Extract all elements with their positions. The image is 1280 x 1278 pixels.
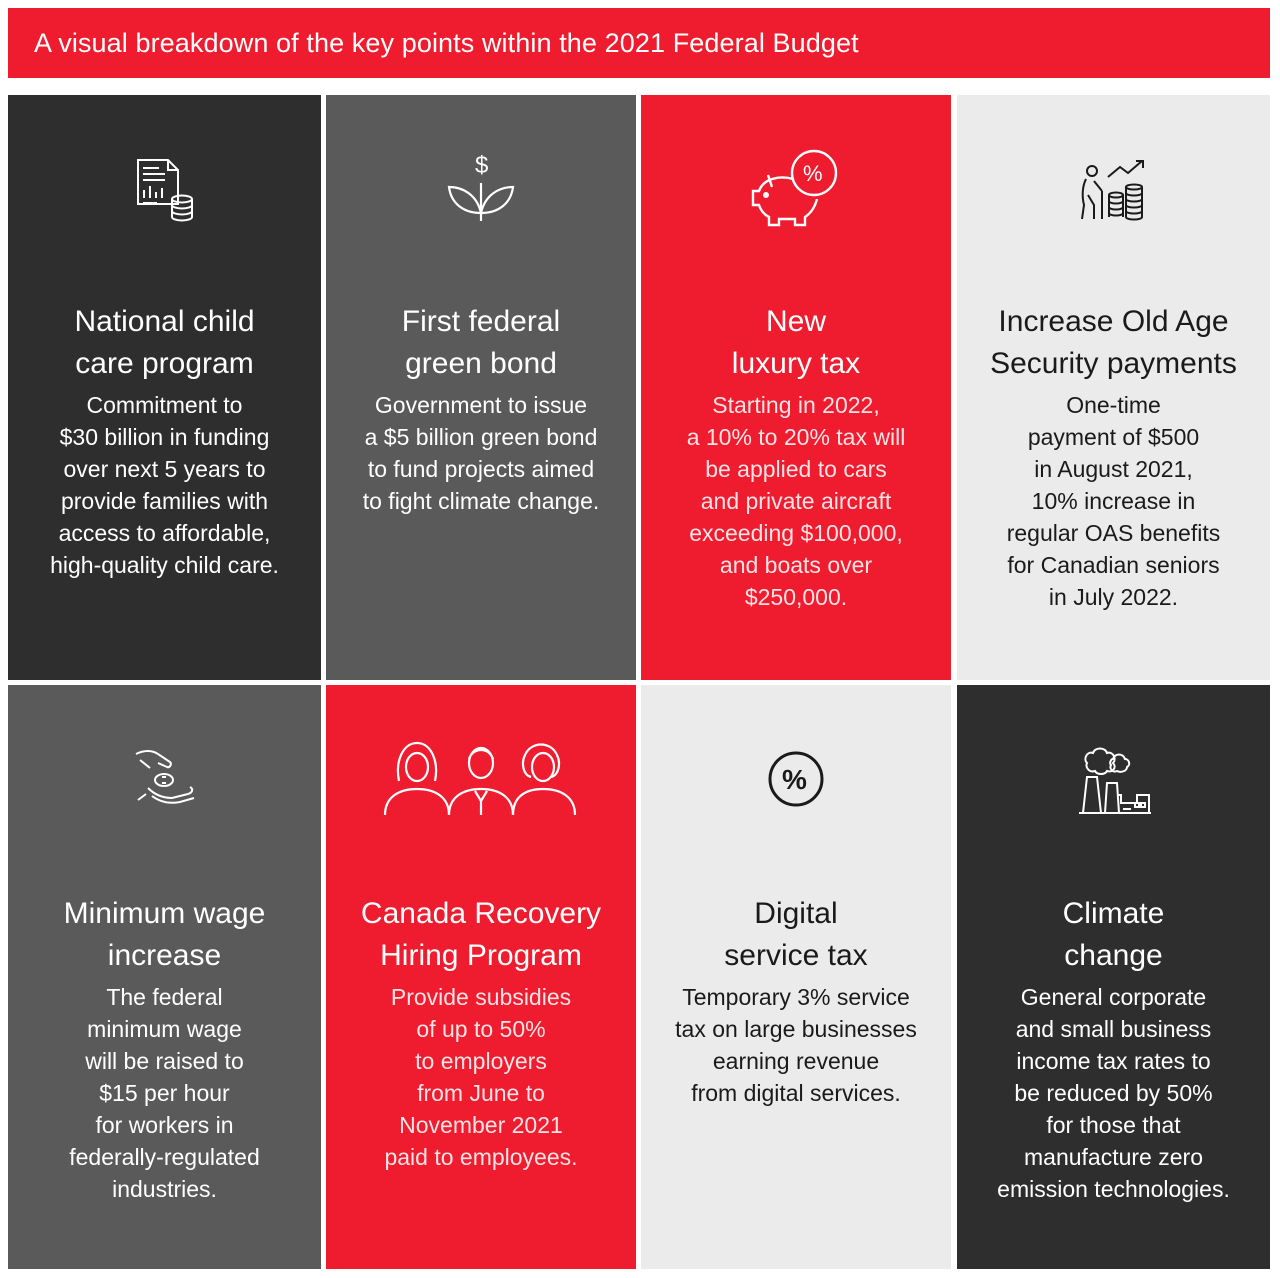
money-plant-icon [446, 139, 516, 239]
report-coins-icon [134, 139, 196, 239]
svg-text:%: % [782, 764, 807, 795]
tile-title: First federal green bond [401, 305, 561, 380]
header-banner [8, 8, 1270, 78]
tile-old-age-security [957, 95, 1270, 680]
tile-description: Temporary 3% service tax on large businesses earning revenue from digital services. [675, 984, 917, 1106]
tile-title: Digital service tax [724, 897, 868, 972]
tile-description: Commitment to $30 billion in funding over next 5 years to provide families with access to affordable, high-quality child care. [50, 392, 279, 578]
tile-climate-change [957, 685, 1270, 1269]
tile-description: One-time payment of $500 in August 2021, 10% increase in regular OAS benefits for Canadian seniors in July 2022. [1006, 392, 1221, 610]
tile-green-bond [326, 95, 636, 680]
tile-recovery-hiring [326, 685, 636, 1269]
tile-title: Increase Old Age Security payments [990, 305, 1237, 380]
tile-minimum-wage [8, 685, 321, 1269]
piggy-bank-percent-icon [750, 139, 842, 239]
tile-title: Climate change [1062, 897, 1165, 972]
tile-luxury-tax [641, 95, 951, 680]
tile-description: General corporate and small business income tax rates to be reduced by 50% for those that manufacture zero emission technologies. [997, 984, 1230, 1202]
tile-description: The federal minimum wage will be raised to $15 per hour for workers in federally-regulated industries. [69, 984, 260, 1202]
tile-description: Starting in 2022, a 10% to 20% tax will be applied to cars and private aircraft exceeding $100,000, and boats over $250,000. [686, 392, 906, 610]
hand-coin-icon [132, 729, 198, 829]
tile-description: Government to issue a $5 billion green bond to fund projects aimed to fight climate change. [362, 392, 600, 514]
tile-title: New luxury tax [731, 305, 861, 380]
tile-title: Canada Recovery Hiring Program [360, 897, 602, 972]
tile-child-care [8, 95, 321, 680]
factory-emissions-icon [1077, 729, 1151, 829]
percent-circle-icon [766, 729, 826, 829]
people-group-icon [383, 729, 579, 829]
tile-digital-service-tax [641, 685, 951, 1269]
page-title: A visual breakdown of the key points within the 2021 Federal Budget [34, 27, 859, 58]
svg-text:%: % [803, 161, 823, 186]
tile-description: Provide subsidies of up to 50% to employers from June to November 2021 paid to employees. [384, 984, 578, 1170]
senior-coins-growth-icon [1078, 139, 1150, 239]
tile-title: National child care program [74, 305, 255, 380]
svg-text:$: $ [475, 153, 489, 179]
tile-title: Minimum wage increase [63, 897, 266, 972]
